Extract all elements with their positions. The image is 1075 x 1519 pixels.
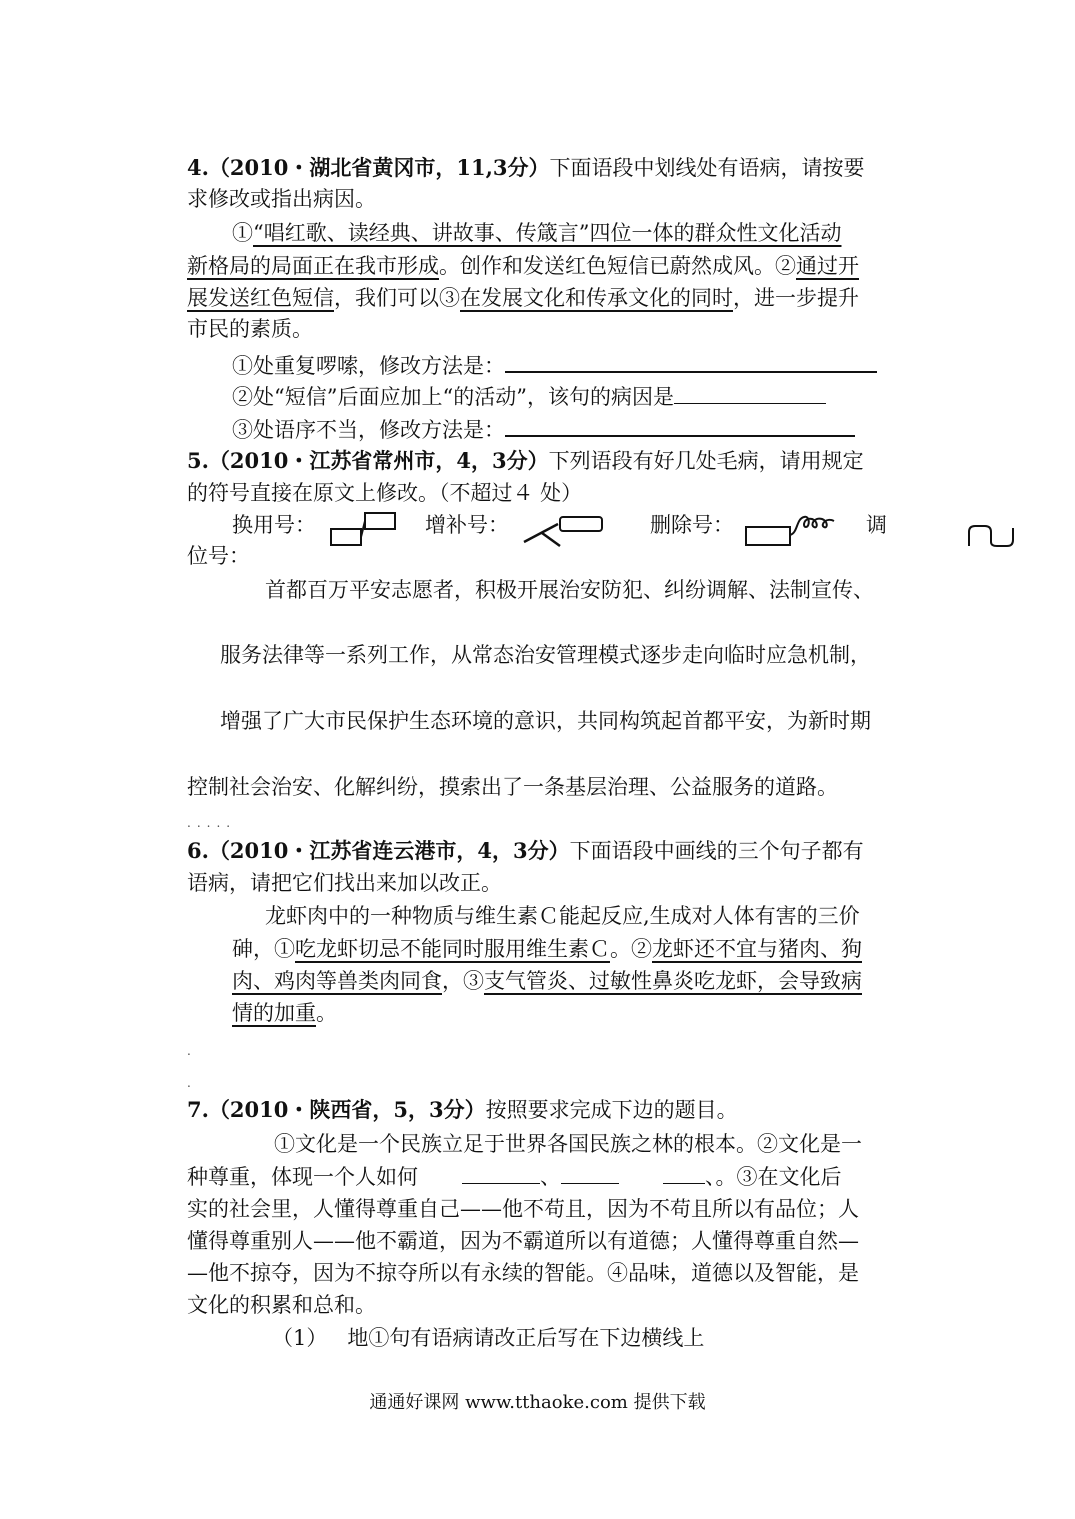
q7-sub-number: （1） (272, 1326, 328, 1350)
q5-text-line-4: 控制社会治安、化解纠纷，摸索出了一条基层治理、公益服务的道路。 (187, 775, 838, 799)
q4-intro-line-2 (187, 184, 376, 214)
q7-text-2-b: 、。③在文化后 (705, 1165, 842, 1189)
q4-answer-blank-2[interactable] (674, 381, 826, 404)
q4-passage-line-3 (187, 283, 859, 313)
q6-underlined-2b: 肉、鸡肉等兽类肉同食 (232, 969, 442, 993)
q6-text-2-b: 。② (610, 937, 652, 961)
q4-task-1-line (232, 349, 877, 381)
q7-text-line-6: 文化的积累和总和。 (187, 1293, 376, 1317)
q7-text-line-3: 实的社会里，人懂得尊重自己——他不苟且，因为不苟且所以有品位；人 (187, 1197, 859, 1221)
q4-underlined-2: 新格局的局面正在我市形成 (187, 254, 439, 278)
q5-intro-2: 的符号直接在原文上修改。（不超过４ 处） (187, 481, 583, 505)
spacer-dot-1: . (187, 1044, 197, 1058)
q7-blank-1[interactable] (462, 1161, 540, 1184)
q7-sub-text: 地①句有语病请改正后写在下边横线上 (347, 1326, 705, 1350)
q6-intro-2: 语病，请把它们找出来加以改正。 (187, 871, 502, 895)
q4-marker-1: ① (232, 221, 253, 245)
q7-text-2-sep: 、 (540, 1165, 561, 1189)
q4-task-1: ①处重复啰嗦，修改方法是： (232, 354, 505, 378)
q6-heading: 6.（2010・江苏省连云港市，4，3分） (187, 838, 570, 863)
q4-passage-2-rest: 。创作和发送红色短信已蔚然成风。② (439, 254, 796, 278)
swap-mark-icon (965, 522, 1019, 550)
q5-intro-1: 下列语段有好几处毛病，请用规定 (548, 449, 864, 473)
q4-intro-1: 下面语段中划线处有语病，请按要 (549, 156, 865, 180)
q6-underlined-3b: 情的加重 (232, 1001, 316, 1025)
spacer-dot-2: . (187, 1076, 197, 1090)
q4-underlined-3a: 通过开 (796, 254, 859, 278)
q5-symbol-replace-label: 换用号： (232, 513, 316, 537)
footer-source: 通通好课网 www.tthaoke.com 提供下载 (369, 1392, 706, 1413)
q5-heading: 5.（2010・江苏省常州市，4，3分） (187, 448, 549, 473)
q6-text-line-1 (265, 901, 860, 931)
q4-answer-blank-3[interactable] (505, 413, 855, 437)
q7-text-line-2 (187, 1161, 842, 1192)
q7-heading: 7.（2010・陕西省，5，3分） (187, 1097, 486, 1122)
q4-underlined-1: “唱红歌、读经典、讲故事、传箴言”四位一体的群众性文化活动 (253, 221, 842, 245)
q6-underlined-3a: 支气管炎、过敏性鼻炎吃龙虾，会导致病 (484, 969, 862, 993)
replace-mark-icon (328, 510, 400, 550)
q6-text-3-b: ，③ (442, 969, 484, 993)
q6-intro-line-2 (187, 868, 502, 898)
q6-text-line-3 (232, 966, 862, 996)
q4-passage-4: 市民的素质。 (187, 317, 313, 341)
q5-symbol-add-label: 增补号： (425, 513, 509, 537)
q6-text-2-a: 砷，① (232, 937, 295, 961)
q5-text-line-3: 增强了广大市民保护生态环境的意识，共同构筑起首都平安，为新时期 (220, 709, 871, 733)
q4-underlined-4: 在发展文化和传承文化的同时 (460, 286, 733, 310)
q7-blank-2[interactable] (561, 1161, 619, 1184)
q7-blank-3[interactable] (663, 1161, 705, 1184)
q6-text-4-b: 。 (316, 1001, 337, 1025)
q4-task-3: ③处语序不当，修改方法是： (232, 418, 505, 442)
q5-heading-line (187, 446, 864, 476)
q4-task-2-line (232, 381, 826, 412)
q6-heading-line (187, 836, 864, 866)
q6-underlined-1: 吃龙虾切忌不能同时服用维生素Ｃ (295, 937, 610, 961)
q6-text-line-4 (232, 998, 337, 1028)
q7-text-2-a: 种尊重，体现一个人如何 (187, 1165, 418, 1189)
q7-intro: 按照要求完成下边的题目。 (485, 1098, 738, 1122)
q7-text-line-4: 懂得尊重别人——他不霸道，因为不霸道所以有道德；人懂得尊重自然— (187, 1229, 859, 1253)
q5-text-line-1: 首都百万平安志愿者，积极开展治安防犯、纠纷调解、法制宣传、 (265, 578, 874, 602)
spacer-dots: ..... (187, 816, 237, 830)
insert-mark-icon (520, 510, 606, 550)
q6-text-line-2 (232, 934, 862, 964)
q4-task-2: ②处“短信”后面应加上“的活动”，该句的病因是 (232, 385, 674, 409)
q5-symbol-move-label-1: 调 (866, 513, 887, 537)
q5-text-line-2: 服务法律等一系列工作，从常态治安管理模式逐步走向临时应急机制， (220, 643, 871, 667)
q4-passage-line-4 (187, 314, 313, 344)
q4-answer-blank-1[interactable] (505, 349, 877, 373)
q4-task-3-line (232, 413, 855, 445)
q4-intro-2: 求修改或指出病因。 (187, 187, 376, 211)
q5-intro-line-2 (187, 478, 582, 508)
q4-heading: 4.（2010・湖北省黄冈市，11, (187, 155, 493, 180)
q7-text-line-5: —他不掠夺，因为不掠夺所以有永续的智能。④品味，道德以及智能，是 (187, 1261, 859, 1285)
delete-mark-icon (742, 505, 862, 549)
q4-passage-line-2 (187, 251, 859, 281)
q4-passage-3-end: ，进一步提升 (733, 286, 859, 310)
q4-score: 3分） (492, 155, 550, 180)
q6-intro-1: 下面语段中画线的三个句子都有 (569, 839, 864, 863)
q5-symbol-delete-label: 删除号： (650, 513, 734, 537)
q5-symbol-move-label-2: 位号： (187, 544, 250, 568)
q6-text-1: 龙虾肉中的一种物质与维生素Ｃ能起反应,生成对人体有害的三价 (265, 904, 860, 928)
q6-underlined-2a: 龙虾还不宜与猪肉、狗 (652, 937, 862, 961)
q7-heading-line (187, 1095, 738, 1125)
q7-subquestion-line (272, 1323, 704, 1353)
q4-passage-3-mid: ，我们可以③ (334, 286, 460, 310)
q7-text-line-1: ①文化是一个民族立足于世界各国民族之林的根本。②文化是一 (274, 1132, 862, 1156)
q4-heading-line (187, 153, 865, 183)
q4-underlined-3b: 展发送红色短信 (187, 286, 334, 310)
q4-passage-line-1 (232, 218, 841, 248)
